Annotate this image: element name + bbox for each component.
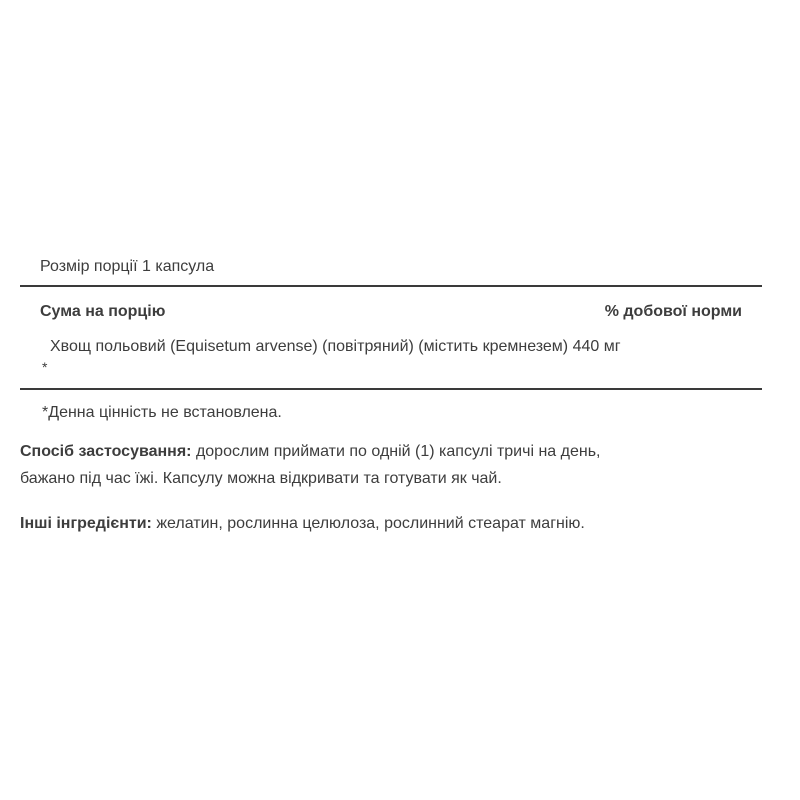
amount-per-serving-header: Сума на порцію: [40, 303, 166, 320]
directions-line2: бажано під час їжі. Капсулу можна відкривати та готувати як чай.: [20, 470, 502, 487]
supplement-facts-panel: [20, 248, 762, 537]
directions-label: Спосіб застосування:: [20, 443, 192, 460]
serving-size: Розмір порції 1 капсула: [40, 258, 215, 275]
other-ingredients-text: желатин, рослинна целюлоза, рослинний стеарат магнію.: [151, 515, 585, 532]
daily-value-footnote: *Денна цінність не встановлена.: [42, 404, 282, 421]
ingredient-row: Хвощ польовий (Equisetum arvense) (повітряний) (містить кремнезем) 440 мг: [50, 338, 621, 355]
other-ingredients-paragraph: [20, 510, 762, 537]
table-header-row: [20, 287, 762, 337]
directions-paragraph: [20, 438, 762, 492]
ingredient-dv-mark: *: [42, 359, 48, 375]
directions-line1: дорослим приймати по одній (1) капсулі тричі на день,: [191, 443, 601, 460]
daily-value-header: % добової норми: [604, 303, 742, 320]
other-ingredients-label: Інші інгредієнти:: [20, 515, 152, 532]
